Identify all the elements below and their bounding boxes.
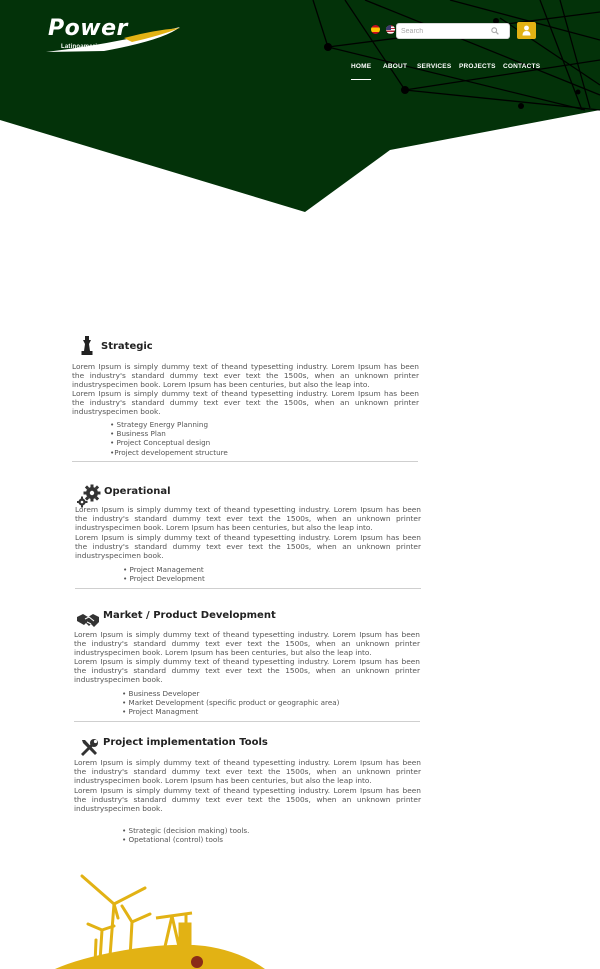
list-item: • Opetational (control) tools — [122, 835, 224, 845]
nav-services[interactable]: SERVICES — [417, 63, 452, 70]
search-input[interactable] — [401, 25, 491, 37]
list-item: • Market Development (specific product or geographic area) — [122, 698, 340, 708]
section-divider — [75, 588, 421, 589]
usa-flag-icon[interactable] — [386, 25, 395, 34]
nav-contacts[interactable]: CONTACTS — [503, 63, 541, 70]
tools-icon — [79, 738, 99, 758]
site-header — [0, 0, 600, 215]
nav-home[interactable]: HOME — [351, 63, 371, 80]
section-divider — [74, 721, 420, 722]
section-paragraph: Lorem Ipsum is simply dummy text of theand typesetting industry. Lorem Ipsum has been the industry's standard dummy text ever text the 1500s, when an unknown printer industryspecimen book. — [75, 533, 421, 561]
list-item: • Project Conceptual design — [110, 438, 211, 448]
chess-piece-icon — [80, 336, 94, 356]
list-item: • Project Development — [123, 574, 205, 584]
list-item: • Project Management — [123, 565, 204, 574]
section-paragraph: Lorem Ipsum is simply dummy text of theand typesetting industry. Lorem Ipsum has been the industry's standard dummy text ever text the 1500s, when an unknown printer industryspecimen book. Lorem Ipsum has been centuries, but also the leap into. — [74, 630, 420, 658]
brand-logo[interactable] — [44, 18, 184, 58]
spain-flag-icon[interactable] — [371, 25, 380, 34]
list-item: • Strategic (decision making) tools. — [122, 826, 250, 835]
list-item: • Project Managment — [122, 707, 199, 717]
section-paragraph: Lorem Ipsum is simply dummy text of theand typesetting industry. Lorem Ipsum has been the industry's standard dummy text ever text the 1500s, when an unknown printer industryspecimen book. Lorem Ipsum has been centuries, but also the leap into. — [74, 758, 421, 786]
user-account-button[interactable] — [517, 22, 536, 39]
section-bullet-list — [123, 565, 205, 583]
section-paragraph: Lorem Ipsum is simply dummy text of theand typesetting industry. Lorem Ipsum has been the industry's standard dummy text ever text the 1500s, when an unknown printer industryspecimen book. — [72, 389, 419, 417]
section-paragraph: Lorem Ipsum is simply dummy text of theand typesetting industry. Lorem Ipsum has been the industry's standard dummy text ever text the 1500s, when an unknown printer industryspecimen book. Lorem Ipsum has been centuries, but also the leap into. — [72, 362, 419, 390]
section-paragraph: Lorem Ipsum is simply dummy text of theand typesetting industry. Lorem Ipsum has been the industry's standard dummy text ever text the 1500s, when an unknown printer industryspecimen book. — [74, 657, 420, 685]
section-title: Strategic — [101, 341, 153, 352]
section-bullet-list — [122, 689, 339, 717]
section-title: Operational — [104, 486, 171, 497]
logo-title: Power — [48, 16, 128, 41]
section-paragraph: Lorem Ipsum is simply dummy text of theand typesetting industry. Lorem Ipsum has been the industry's standard dummy text ever text the 1500s, when an unknown printer industryspecimen book. Lorem Ipsum has been centuries, but also the leap into. — [75, 505, 421, 533]
search-icon[interactable] — [491, 27, 499, 35]
section-title: Project implementation Tools — [103, 737, 268, 748]
section-paragraph: Lorem Ipsum is simply dummy text of theand typesetting industry. Lorem Ipsum has been the industry's standard dummy text ever text the 1500s, when an unknown printer industryspecimen book. — [74, 786, 421, 814]
handshake-icon — [76, 612, 100, 630]
section-divider — [72, 461, 418, 462]
section-bullet-list — [110, 420, 228, 457]
list-item: • Strategy Energy Planning — [110, 420, 209, 429]
section-title: Market / Product Development — [103, 610, 276, 621]
search-box — [396, 23, 510, 39]
user-icon — [522, 25, 531, 36]
section-bullet-list — [122, 826, 249, 844]
list-item: • Business Developer — [122, 689, 200, 698]
list-item: • Business Plan — [110, 429, 166, 439]
logo-tagline: Latinoamerica Inc. — [61, 44, 118, 50]
nav-about[interactable]: ABOUT — [383, 63, 408, 70]
nav-projects[interactable]: PROJECTS — [459, 63, 496, 70]
energy-landscape-illustration — [0, 866, 600, 969]
list-item: •Project developement structure — [110, 447, 228, 457]
